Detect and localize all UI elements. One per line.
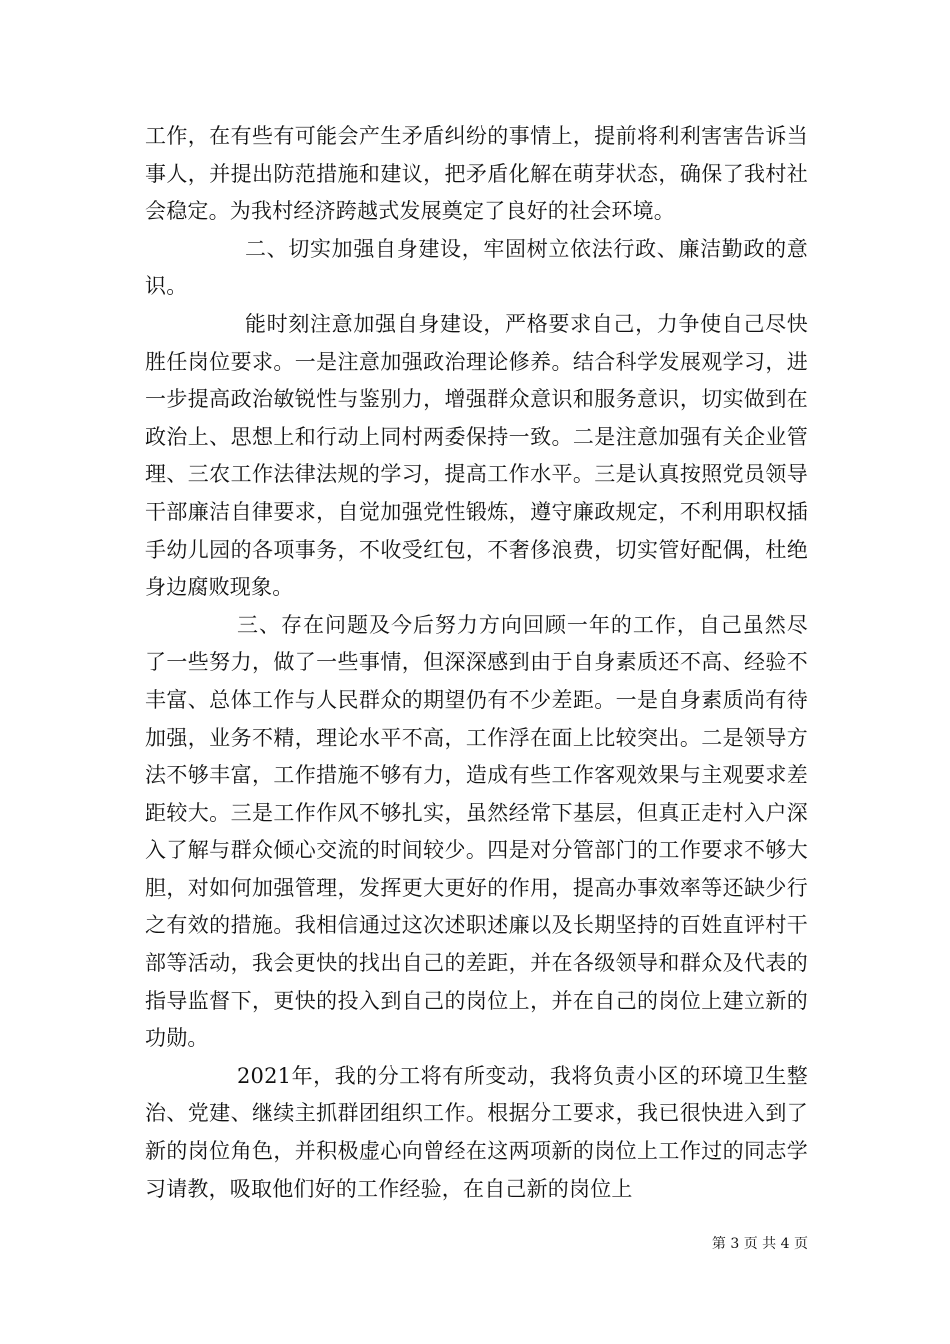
- document-body: [145, 118, 808, 1208]
- paragraph-continuation: 工作，在有些有可能会产生矛盾纠纷的事情上，提前将利利害害告诉当事人，并提出防范措施和建议，把矛盾化解在萌芽状态，确保了我村社会稳定。为我村经济跨越式发展奠定了良好的社会环境。: [145, 124, 808, 224]
- paragraph-section-three-problems: 三、存在问题及今后努力方向回顾一年的工作，自己虽然尽了一些努力，做了一些事情，但深深感到由于自身素质还不高、经验不丰富、总体工作与人民群众的期望仍有不少差距。一是自身素质尚有待加强，业务不精，理论水平不高，工作浮在面上比较突出。二是领导方法不够丰富，工作措施不够有力，造成有些工作客观效果与主观要求差距较大。三是工作作风不够扎实，虽然经常下基层，但真正走村入户深入了解与群众倾心交流的时间较少。四是对分管部门的工作要求不够大胆，对如何加强管理，发挥更大更好的作用，提高办事效率等还缺少行之有效的措施。我相信通过这次述职述廉以及长期坚持的百姓直评村干部等活动，我会更快的找出自己的差距，并在各级领导和群众及代表的指导监督下，更快的投入到自己的岗位上，并在自己的岗位上建立新的功勋。: [145, 612, 808, 1051]
- paragraph-section-two-heading: 二、切实加强自身建设，牢固树立依法行政、廉洁勤政的意识。: [145, 236, 808, 299]
- page-number-footer: 第 3 页 共 4 页: [711, 1236, 808, 1252]
- paragraph-2021-plan: 2021年，我的分工将有所变动，我将负责小区的环境卫生整治、党建、继续主抓群团组织工作。根据分工要求，我已很快进入到了新的岗位角色，并积极虚心向曾经在这两项新的岗位上工作过的同志学习请教，吸取他们好的工作经验，在自己新的岗位上: [145, 1063, 808, 1201]
- paragraph-self-construction: 能时刻注意加强自身建设，严格要求自己，力争使自己尽快胜任岗位要求。一是注意加强政治理论修养。结合科学发展观学习，进一步提高政治敏锐性与鉴别力，增强群众意识和服务意识，切实做到在政治上、思想上和行动上同村两委保持一致。二是注意加强有关企业管理、三农工作法律法规的学习，提高工作水平。三是认真按照党员领导干部廉洁自律要求，自觉加强党性锻炼，遵守廉政规定，不利用职权插手幼儿园的各项事务，不收受红包，不奢侈浪费，切实管好配偶，杜绝身边腐败现象。: [145, 311, 808, 600]
